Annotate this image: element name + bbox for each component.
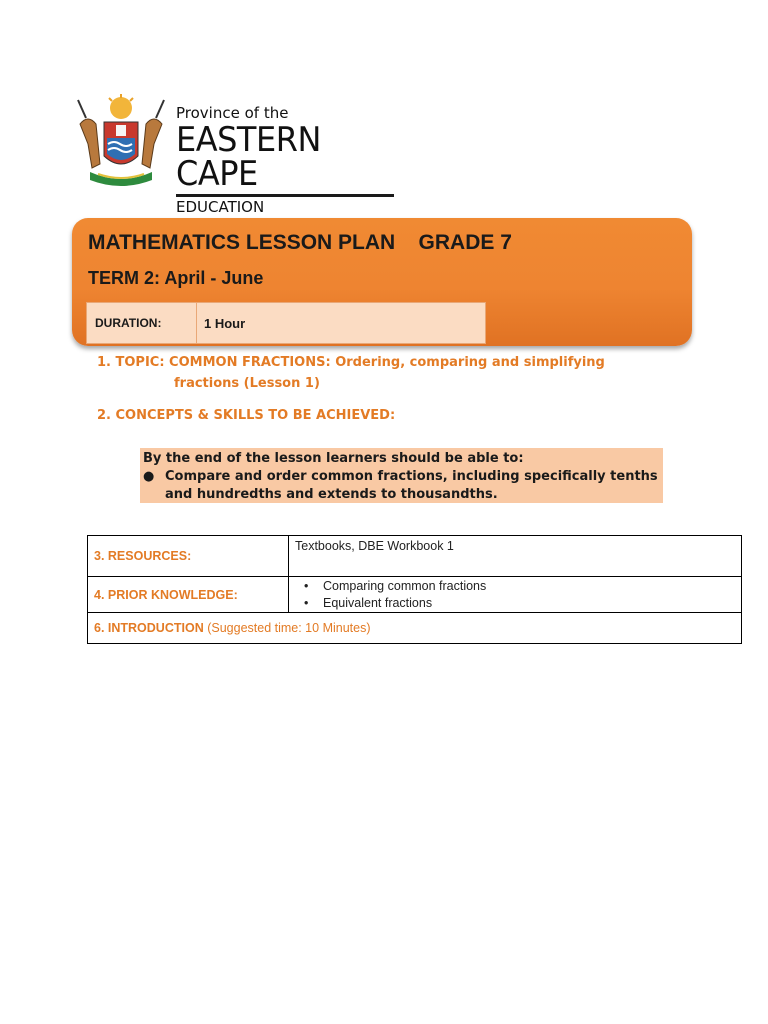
duration-value: 1 Hour [204, 315, 246, 331]
lesson-info-table [87, 535, 742, 644]
bullet-icon: ● [143, 469, 155, 484]
duration-row [86, 302, 486, 344]
prior-knowledge-label: 4. PRIOR KNOWLEDGE: [88, 577, 289, 613]
skills-box [140, 448, 663, 503]
prior-knowledge-list [295, 578, 735, 612]
table-row [88, 536, 742, 577]
introduction-label: 6. INTRODUCTION [94, 621, 204, 635]
skills-bullet-line-1: Compare and order common fractions, including specifically tenths [165, 469, 658, 484]
skills-bullet [143, 468, 663, 504]
prior-knowledge-value [289, 577, 742, 613]
skills-bullet-line-2: and hundredths and extends to thousandths. [165, 487, 498, 502]
term-label: TERM 2: April - June [88, 268, 264, 288]
table-row [88, 577, 742, 613]
coat-of-arms-icon [68, 94, 174, 190]
topic-line-2: fractions (Lesson 1) [174, 376, 320, 391]
concepts-heading: 2. CONCEPTS & SKILLS TO BE ACHIEVED: [97, 408, 396, 423]
lesson-title: MATHEMATICS LESSON PLAN GRADE 7 [88, 231, 512, 254]
topic-heading [97, 352, 605, 394]
duration-label: DURATION: [87, 303, 197, 343]
logo-province: Province of the [176, 104, 289, 122]
topic-line-1: 1. TOPIC: COMMON FRACTIONS: Ordering, comparing and simplifying [97, 355, 605, 370]
skills-intro: By the end of the lesson learners should be able to: [143, 451, 524, 466]
table-row [88, 613, 742, 644]
logo-eastern-cape: EASTERN CAPE [176, 120, 321, 194]
list-item: • Equivalent fractions [323, 595, 735, 612]
list-item: • Comparing common fractions [323, 578, 735, 595]
introduction-cell [88, 613, 742, 644]
resources-value: Textbooks, DBE Workbook 1 [289, 536, 742, 577]
logo-divider [176, 194, 394, 197]
introduction-time: (Suggested time: 10 Minutes) [207, 621, 371, 635]
resources-label: 3. RESOURCES: [88, 536, 289, 577]
province-logo [68, 94, 398, 216]
logo-education: EDUCATION [176, 198, 265, 216]
lesson-banner [72, 218, 692, 346]
